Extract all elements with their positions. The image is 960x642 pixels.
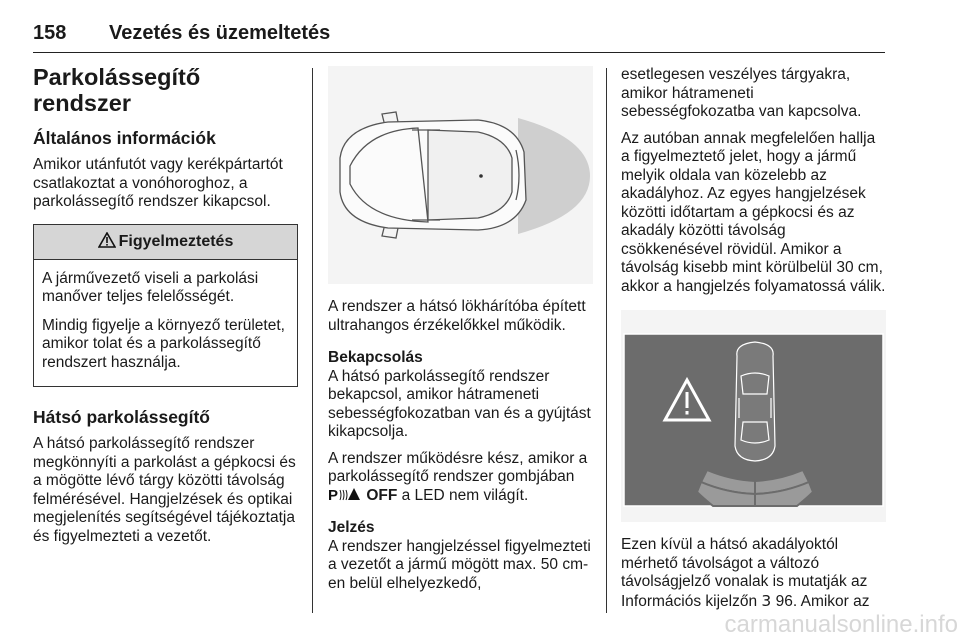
off-label: OFF	[366, 486, 398, 504]
signal-paragraph	[328, 519, 593, 593]
rear-parking-heading: Hátsó parkolássegítő	[33, 407, 210, 427]
parking-sensor-icon	[328, 487, 362, 502]
display-text: Ezen kívül a hátsó akadályoktól mérhető távolságot a változó távolságjelző vonalak is mutatják az Információs kijelzőn	[621, 536, 868, 610]
signal-text: A rendszer hangjelzéssel figyelmezteti a vezetőt a jármű mögött max. 50 cm-en belül elhelyezkedő,	[328, 537, 591, 592]
signal-label: Jelzés	[328, 519, 375, 536]
column-3	[621, 58, 886, 619]
warning-text-1: A járművezető viseli a parkolási manőver teljes felelősségét.	[42, 269, 259, 305]
car-sensor-illustration	[328, 66, 593, 284]
activation-text: A hátsó parkolássegítő rendszer bekapcsol, amikor hátrameneti sebességfokozatban van és a gyújtást kikapcsolja.	[328, 367, 591, 440]
warning-title: Figyelmeztetés	[118, 232, 234, 250]
watermark: carmanualsonline.info	[724, 611, 958, 638]
continued-text: esetlegesen veszélyes tárgyakra, amikor hátrameneti sebességfokozatba van kapcsolva.	[621, 66, 862, 120]
car-top-view-image	[328, 66, 593, 284]
activation-label: Bekapcsolás	[328, 349, 423, 366]
rear-parking-text: A hátsó parkolássegítő rendszer megkönnyíti a parkolást a gépkocsi és a mögötte lévő tárgy közötti távolság felmérésével. Hangjelzések és optikai megjelenítés segítségével tájékoztatja és figyelmezteti a vezetőt.	[33, 435, 296, 545]
column-divider-1	[312, 68, 313, 613]
page-header	[33, 18, 885, 53]
activation-paragraph	[328, 349, 593, 442]
section-title: Parkolássegítő rendszer	[33, 64, 201, 116]
svg-text:P: P	[328, 486, 339, 502]
column-2	[328, 58, 593, 601]
warning-box	[33, 224, 298, 388]
column-divider-2	[606, 68, 607, 613]
page-reference-arrow-icon: 3	[761, 591, 772, 610]
general-info-heading: Általános információk	[33, 128, 216, 148]
page-number: 158	[33, 22, 67, 44]
running-title: Vezetés és üzemeltetés	[109, 22, 331, 44]
sensor-caption: A rendszer a hátsó lökhárítóba épített ultrahangos érzékelőkkel működik.	[328, 298, 586, 334]
display-paragraph	[621, 536, 886, 611]
warning-header	[34, 225, 297, 260]
general-info-text: Amikor utánfutót vagy kerékpártartót csatlakoztat a vonóhoroghoz, a parkolássegítő rendszer kikapcsol.	[33, 156, 283, 210]
signal-text-2: Az autóban annak megfelelően hallja a figyelmeztető jelet, hogy a jármű melyik oldala van közelebb az akadályhoz. Az egyes hangjelzések közötti időtartam a gépkocsi és az akadály közötti távolság csökkenésével rövidül. Amikor a távolság kisebb mint körülbelül 30 cm, akkor a hangjelzés folyamatossá válik.	[621, 129, 886, 295]
column-1	[33, 58, 298, 554]
ready-text-1: A rendszer működésre kész, amikor a parkolássegítő rendszer gombjában	[328, 449, 588, 485]
ready-paragraph	[328, 450, 593, 506]
warning-triangle-icon	[98, 232, 116, 248]
ready-text-2: a LED nem világít.	[401, 486, 529, 504]
parking-display-image	[621, 310, 886, 522]
display-illustration	[621, 310, 886, 522]
warning-text-2: Mindig figyelje a környező területet, amikor tolat és a parkolássegítő rendszert használja.	[42, 316, 285, 371]
page-reference[interactable]: 96. Amikor az	[775, 592, 870, 610]
